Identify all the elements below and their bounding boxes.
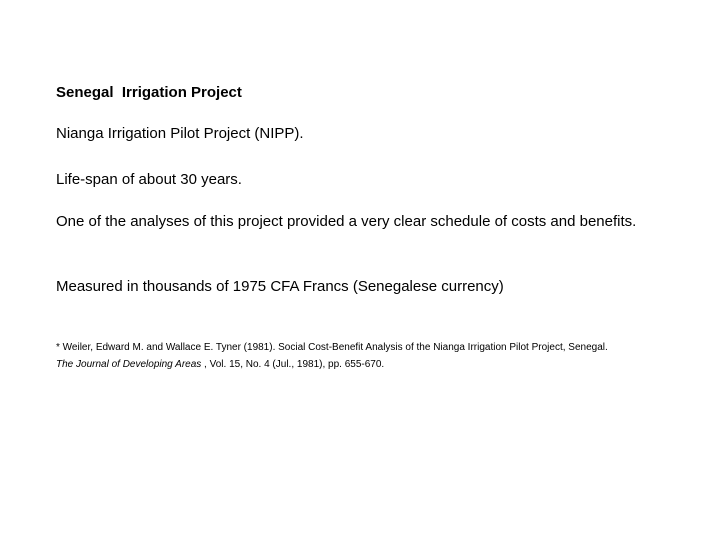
footnote [56,339,666,373]
paragraph-currency: Measured in thousands of 1975 CFA Francs (Senegalese currency) [56,278,504,295]
paragraph-lifespan: Life-span of about 30 years. [56,171,242,188]
slide-content [56,0,666,540]
footnote-journal: The Journal of Developing Areas [56,359,202,370]
paragraph-nipp: Nianga Irrigation Pilot Project (NIPP). [56,125,304,142]
footnote-details: , Vol. 15, No. 4 (Jul., 1981), pp. 655-670. [201,359,385,370]
footnote-citation: * Weiler, Edward M. and Wallace E. Tyner (1981). Social Cost-Benefit Analysis of the Nianga Irrigation Pilot Project, Senegal. [56,342,608,353]
paragraph-analysis: One of the analyses of this project provided a very clear schedule of costs and benefits. [56,213,637,230]
slide-title: Senegal Irrigation Project [56,84,242,101]
footnote-source [56,356,666,373]
